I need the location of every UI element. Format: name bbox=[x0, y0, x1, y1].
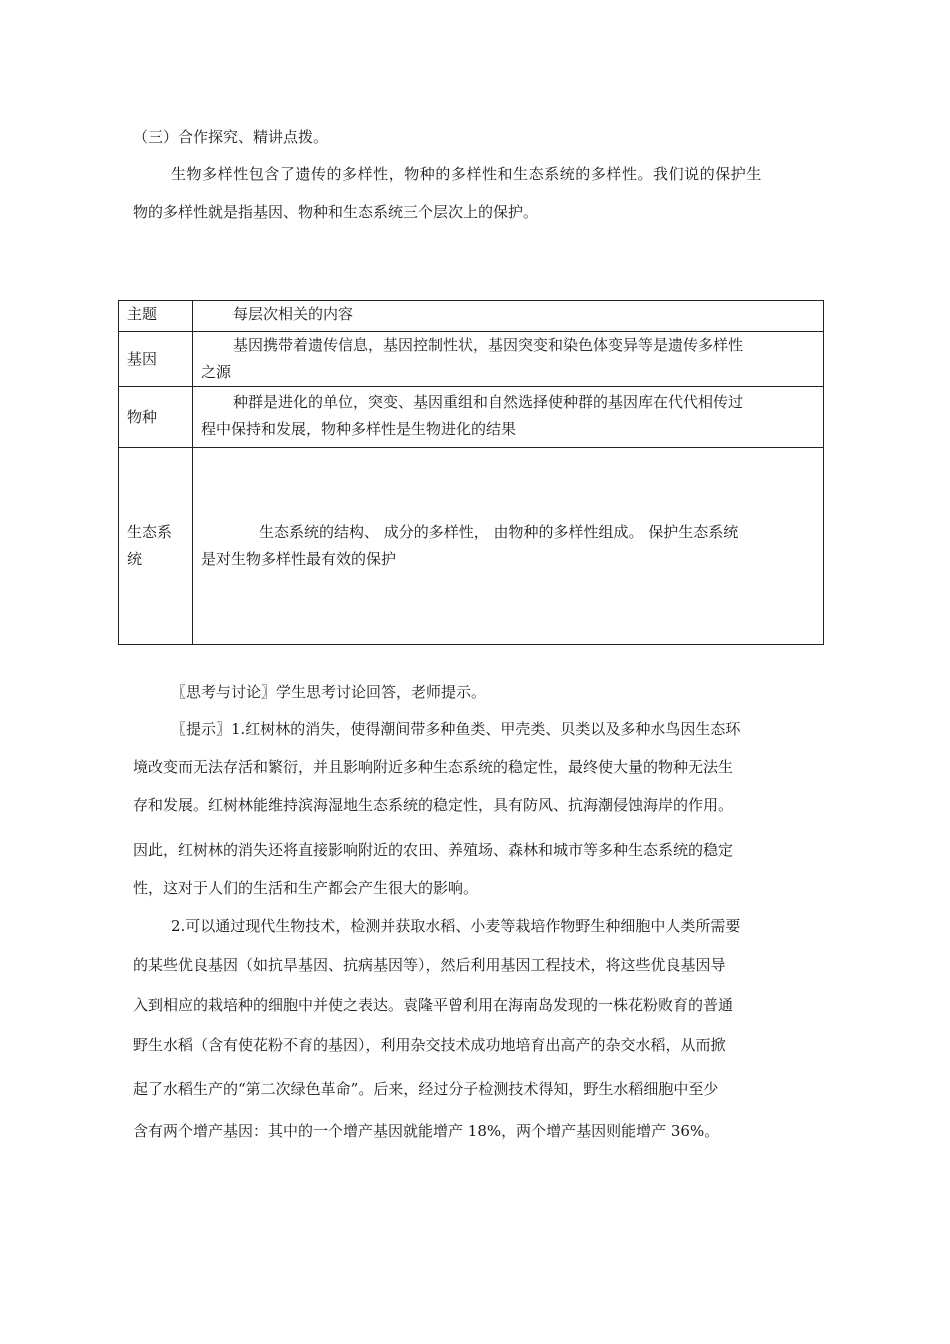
row-content-text: 种群是进化的单位，突变、基因重组和自然选择使种群的基因库在代代相传过 bbox=[233, 393, 744, 411]
table-row bbox=[119, 332, 824, 387]
row-topic-gene: 基因 bbox=[119, 332, 193, 387]
row-topic-line: 统 bbox=[127, 550, 143, 568]
header-content-text: 每层次相关的内容 bbox=[233, 305, 354, 323]
hint2-line-5: 起了水稻生产的“第二次绿色革命”。后来，经过分子检测技术得知，野生水稻细胞中至少 bbox=[133, 1080, 719, 1098]
row-content-line bbox=[201, 389, 815, 416]
row-content-gene bbox=[193, 332, 824, 387]
hint1-line-1: 〖提示〗1.红树林的消失，使得潮间带多种鱼类、甲壳类、贝类以及多种水鸟因生态环 bbox=[171, 720, 741, 738]
hint1-line-3: 存和发展。红树林能维持滨海湿地生态系统的稳定性，具有防风、抗海潮侵蚀海岸的作用。 bbox=[133, 796, 734, 814]
header-content bbox=[193, 301, 824, 332]
row-content-ecosystem bbox=[193, 448, 824, 645]
hint2-line-3: 入到相应的栽培种的细胞中并使之表达。袁隆平曾利用在海南岛发现的一株花粉败育的普通 bbox=[133, 996, 734, 1014]
row-content-line: 程中保持和发展，物种多样性是生物进化的结果 bbox=[201, 420, 517, 438]
row-content-line: 之源 bbox=[201, 363, 232, 381]
table-row bbox=[119, 448, 824, 645]
hint1-line-5: 性，这对于人们的生活和生产都会产生很大的影响。 bbox=[133, 879, 479, 897]
row-content-text: 基因携带着遗传信息，基因控制性状，基因突变和染色体变异等是遗传多样性 bbox=[233, 336, 744, 354]
discussion-line: 〖思考与讨论〗学生思考讨论回答，老师提示。 bbox=[171, 683, 487, 701]
biodiversity-table bbox=[118, 300, 824, 645]
row-content-text: 生态系统的结构、 成分的多样性， 由物种的多样性组成。 保护生态系统 bbox=[259, 523, 739, 541]
hint2-line-6: 含有两个增产基因：其中的一个增产基因就能增产 18%，两个增产基因则能增产 36%。 bbox=[133, 1122, 720, 1140]
hint2-line-2: 的某些优良基因（如抗旱基因、抗病基因等），然后利用基因工程技术，将这些优良基因导 bbox=[133, 956, 726, 974]
table-row bbox=[119, 387, 824, 448]
hint1-line-2: 境改变而无法存活和繁衍，并且影响附近多种生态系统的稳定性，最终使大量的物种无法生 bbox=[133, 758, 734, 776]
row-topic-ecosystem bbox=[119, 448, 193, 645]
row-content-line bbox=[201, 332, 815, 359]
row-content-line bbox=[201, 519, 815, 546]
intro-line-1: 生物多样性包含了遗传的多样性，物种的多样性和生态系统的多样性。我们说的保护生 bbox=[171, 165, 762, 183]
header-topic: 主题 bbox=[119, 301, 193, 332]
hint1-line-4: 因此，红树林的消失还将直接影响附近的农田、养殖场、森林和城市等多种生态系统的稳定 bbox=[133, 841, 734, 859]
intro-line-2: 物的多样性就是指基因、物种和生态系统三个层次上的保护。 bbox=[133, 203, 539, 221]
row-topic-species: 物种 bbox=[119, 387, 193, 448]
row-content-species bbox=[193, 387, 824, 448]
table-header-row bbox=[119, 301, 824, 332]
row-topic-line: 生态系 bbox=[127, 523, 173, 541]
row-content-line: 是对生物多样性最有效的保护 bbox=[201, 550, 397, 568]
hint2-line-4: 野生水稻（含有使花粉不育的基因），利用杂交技术成功地培育出高产的杂交水稻，从而掀 bbox=[133, 1036, 726, 1054]
section-heading: （三）合作探究、精讲点拨。 bbox=[133, 128, 329, 146]
hint2-line-1: 2.可以通过现代生物技术，检测并获取水稻、小麦等栽培作物野生种细胞中人类所需要 bbox=[171, 917, 741, 935]
